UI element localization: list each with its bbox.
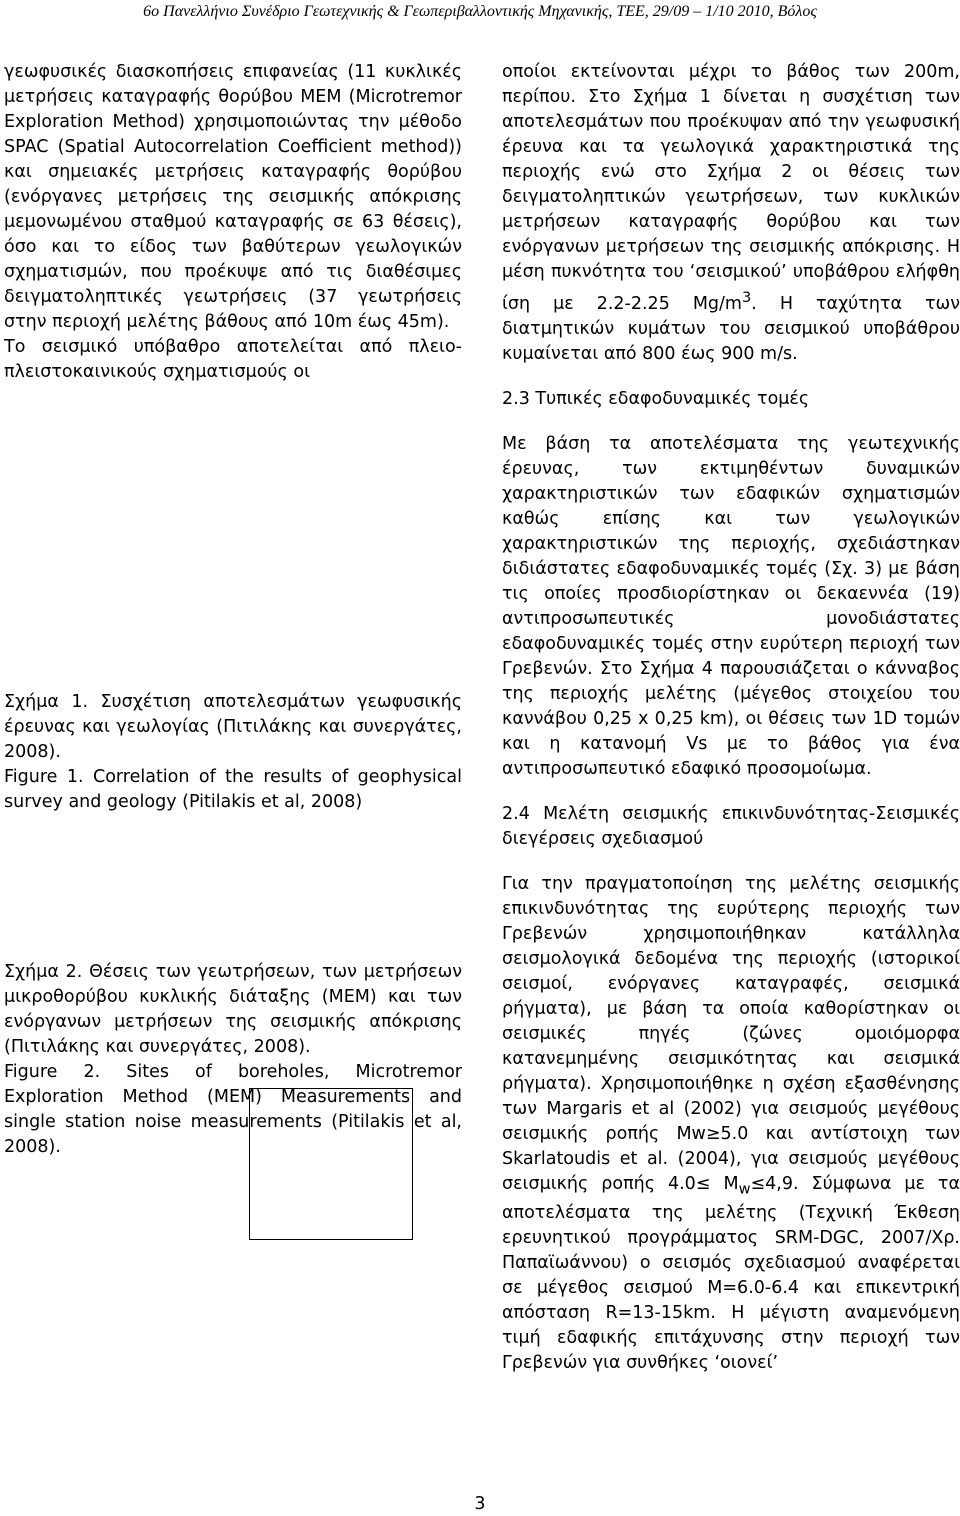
figure-1-caption-greek: Σχήμα 1. Συσχέτιση αποτελεσμάτων γεωφυσικής έρευνας και γεωλογίας (Πιτιλάκης και συνεργάτες, 2008). — [4, 692, 462, 762]
body-paragraph: γεωφυσικές διασκοπήσεις επιφανείας (11 κυκλικές μετρήσεις καταγραφής θορύβου MEM (Microtremor Exploration Method) χρησιμοποιώντας την μέθοδο SPAC (Spatial Autocorrelation Coefficient method)) και σημειακές μετρήσεις καταγραφής θορύβου (ενόργανες μετρήσεις της σεισμικής απόκρισης μεμονωμένου σταθμού καταγραφής σε 63 θέσεις), όσο και το είδος των βαθύτερων γεωλογικών σχηματισμών, που προέκυψε από τις διαθέσιμες δειγματοληπτικές γεωτρήσεις (37 γεωτρήσεις στην περιοχή μελέτης βάθους από 10m έως 45m). — [4, 62, 462, 332]
body-paragraph: Για την πραγματοποίηση της μελέτης σεισμικής επικινδυνότητας της ευρύτερης περιοχής των Γρεβενών χρησιμοποιήθηκαν κατάλληλα σεισμολογικά δεδομένα της περιοχής (ιστορικοί σεισμοί, ενόργανες καταγραφές, σεισμικά ρήγματα), με βάση τα οποία καθορίστηκαν οι σεισμικές πηγές (ζώνες ομοιόμορφα κατανεμημένης σεισμικότητας και σεισμικά ρήγματα). Χρησιμοποιήθηκε η σχέση εξασθένησης των Margaris et al (2002) για σεισμούς μεγέθους σεισμικής ροπής Mw≥5.0 και αντίστοιχη των Skarlatoudis et al. (2004), για σεισμούς μεγέθους σεισμικής ροπής $4.0\le M_w\le 4,9$. Σύμφωνα με τα αποτελέσματα της μελέτης (Τεχνική Έκθεση ερευνητικού προγράμματος SRM-DGC, 2007/Χρ. Παπαϊωάννου) ο σεισμός σχεδιασμού αναφέρεται σε μέγεθος σεισμού M=6.0-6.4 και επικεντρική απόσταση R=13-15km. Η μέγιστη αναμενόμενη τιμή εδαφικής επιτάχυνσης στην περιοχή των Γρεβενών για συνθήκες ‘οιονεί’ — [502, 873, 960, 1374]
section-heading-2-4: 2.4 Μελέτη σεισμικής επικινδυνότητας-Σεισμικές διεγέρσεις σχεδιασμού — [502, 803, 960, 849]
left-column — [4, 60, 462, 1160]
right-column — [502, 60, 960, 1376]
figure-2-placeholder-frame — [249, 1088, 413, 1240]
body-paragraph: οποίοι εκτείνονται μέχρι το βάθος των 200m, περίπου. Στο Σχήμα 1 δίνεται η συσχέτιση των αποτελεσμάτων που προέκυψαν από την γεωφυσική έρευνα και τα γεωλογικά χαρακτηριστικά της περιοχής ενώ στο Σχήμα 2 οι θέσεις των δειγματοληπτικών γεωτρήσεων, των κυκλικών μετρήσεων καταγραφής θορύβου και των ενόργανων μετρήσεων της σεισμικής απόκρισης. Η μέση πυκνότητα του ‘σεισμικού’ υποβάθρου ελήφθη ίση με 2.2-2.25 $Mg/m^3$. Η ταχύτητα των διατμητικών κυμάτων του σεισμικού υποβάθρου κυμαίνεται από 800 έως 900 m/s. — [502, 62, 960, 364]
section-heading-2-3: 2.3 Τυπικές εδαφοδυναμικές τομές — [502, 388, 810, 409]
figure-2-caption-greek: Σχήμα 2. Θέσεις των γεωτρήσεων, των μετρήσεων μικροθορύβου κυκλικής διάταξης (MEM) και των ενόργανων μετρήσεων της σεισμικής απόκρισης (Πιτιλάκης και συνεργάτες, 2008). — [4, 962, 462, 1057]
figure-1-area — [4, 385, 462, 690]
running-header: 6ο Πανελλήνιο Συνέδριο Γεωτεχνικής & Γεωπεριβαλλοντικής Μηχανικής, ΤΕΕ, 29/09 – 1/10 2010, Βόλος — [143, 3, 817, 20]
figure-2-area — [4, 815, 462, 960]
body-paragraph: Με βάση τα αποτελέσματα της γεωτεχνικής έρευνας, των εκτιμηθέντων δυναμικών χαρακτηριστικών των εδαφικών σχηματισμών καθώς επίσης και των γεωλογικών χαρακτηριστικών της περιοχής, σχεδιάστηκαν διδιάστατες εδαφοδυναμικές τομές (Σχ. 3) με βάση τις οποίες προσδιορίστηκαν οι δεκαεννέα (19) αντιπροσωπευτικές μονοδιάστατες εδαφοδυναμικές τομές στην ευρύτερη περιοχή των Γρεβενών. Στο Σχήμα 4 παρουσιάζεται ο κάνναβος της περιοχής μελέτης (μέγεθος στοιχείου του καννάβου 0,25 x 0,25 km), οι θέσεις των 1D τομών και η κατανομή Vs με το βάθος για ένα αντιπροσωπευτικό εδαφικό προσομοίωμα. — [502, 433, 960, 779]
page-number: 3 — [474, 1494, 486, 1514]
body-paragraph: Το σεισμικό υπόβαθρο αποτελείται από πλειο-πλειστοκαινικούς σχηματισμούς οι — [4, 337, 462, 382]
figure-2-caption-english: Figure 2. Sites of boreholes, Microtremor Exploration Method (MEM) Measurements and single station noise measurements (Pitilakis et al, 2008). — [4, 1062, 462, 1157]
figure-1-caption-english: Figure 1. Correlation of the results of geophysical survey and geology (Pitilakis et al, 2008) — [4, 767, 462, 812]
